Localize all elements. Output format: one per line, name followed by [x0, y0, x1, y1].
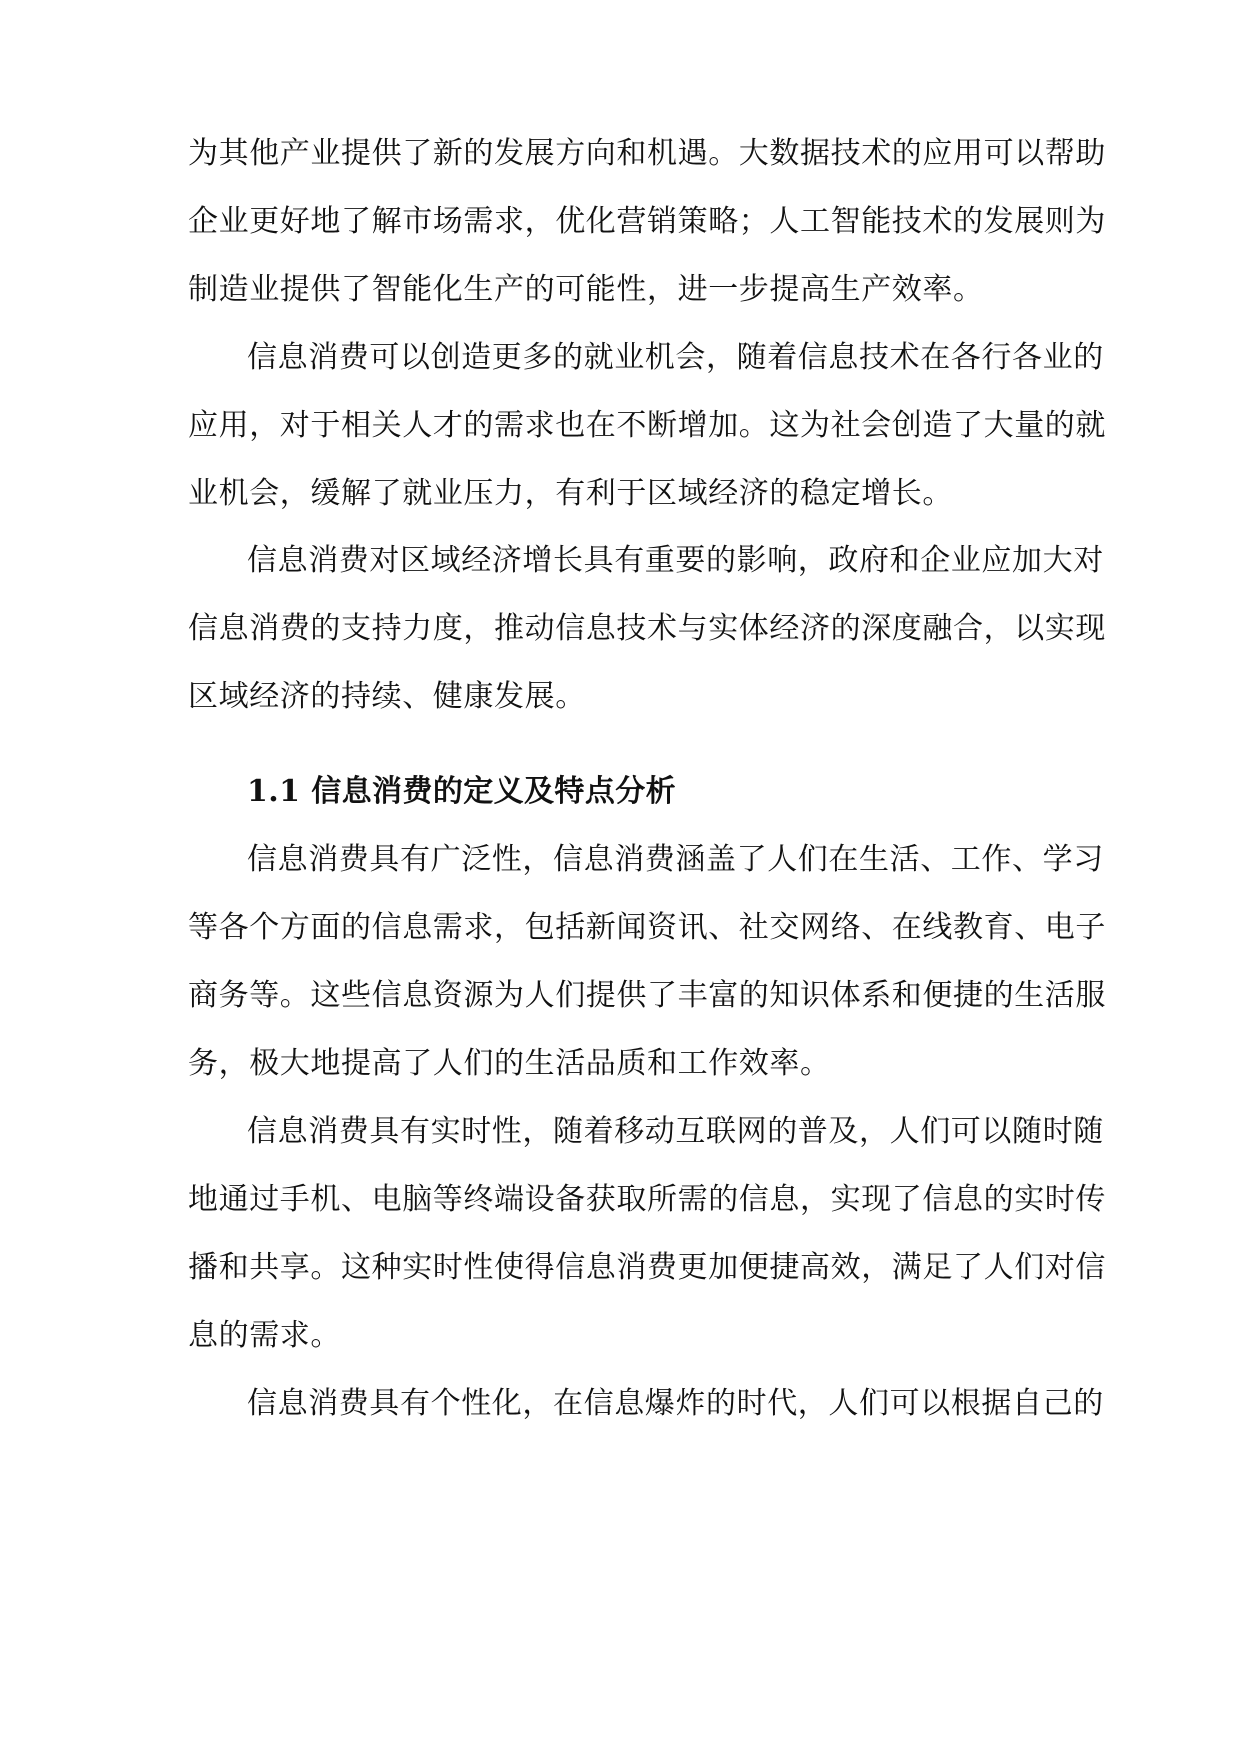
section-paragraph-2-line-3: 播和共享。这种实时性使得信息消费更加便捷高效，满足了人们对信 [188, 1250, 1106, 1285]
section-heading: 1.1 信息消费的定义及特点分析 [247, 774, 677, 809]
paragraph-1-line-2: 企业更好地了解市场需求，优化营销策略；人工智能技术的发展则为 [188, 204, 1106, 239]
section-paragraph-1-line-4: 务，极大地提高了人们的生活品质和工作效率。 [188, 1046, 831, 1081]
paragraph-3-line-2: 信息消费的支持力度，推动信息技术与实体经济的深度融合，以实现 [188, 611, 1106, 646]
paragraph-3-line-3: 区域经济的持续、健康发展。 [188, 679, 586, 714]
section-paragraph-2-line-2: 地通过手机、电脑等终端设备获取所需的信息，实现了信息的实时传 [188, 1182, 1106, 1217]
paragraph-3-line-1: 信息消费对区域经济增长具有重要的影响，政府和企业应加大对 [247, 543, 1104, 578]
paragraph-2-line-1: 信息消费可以创造更多的就业机会，随着信息技术在各行各业的 [247, 340, 1104, 375]
section-paragraph-2-line-4: 息的需求。 [188, 1318, 341, 1353]
section-paragraph-2-line-1: 信息消费具有实时性，随着移动互联网的普及，人们可以随时随 [247, 1114, 1104, 1149]
paragraph-2-line-2: 应用，对于相关人才的需求也在不断增加。这为社会创造了大量的就 [188, 408, 1106, 443]
section-paragraph-3-line-1: 信息消费具有个性化，在信息爆炸的时代，人们可以根据自己的 [247, 1386, 1104, 1421]
paragraph-2-line-3: 业机会，缓解了就业压力，有利于区域经济的稳定增长。 [188, 476, 953, 511]
section-paragraph-1-line-1: 信息消费具有广泛性，信息消费涵盖了人们在生活、工作、学习 [247, 842, 1104, 877]
paragraph-1-line-3: 制造业提供了智能化生产的可能性，进一步提高生产效率。 [188, 272, 984, 307]
section-paragraph-1-line-2: 等各个方面的信息需求，包括新闻资讯、社交网络、在线教育、电子 [188, 910, 1106, 945]
paragraph-1-line-1: 为其他产业提供了新的发展方向和机遇。大数据技术的应用可以帮助 [188, 136, 1106, 171]
section-paragraph-1-line-3: 商务等。这些信息资源为人们提供了丰富的知识体系和便捷的生活服 [188, 978, 1106, 1013]
